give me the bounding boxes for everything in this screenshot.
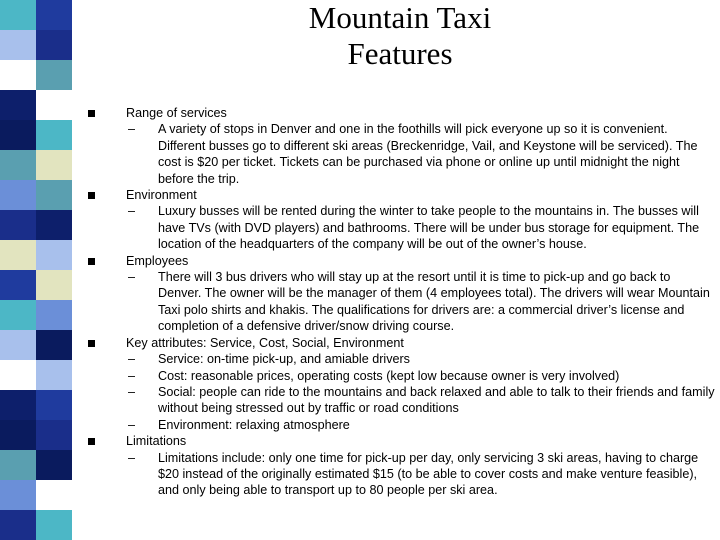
decor-tile (0, 330, 36, 360)
bullet-label: Environment (126, 188, 197, 203)
decor-tile (36, 30, 72, 60)
bullet-item (88, 253, 716, 269)
bullet-item (88, 187, 716, 203)
decor-tile (36, 450, 72, 480)
decor-tile (0, 120, 36, 150)
sub-bullet-item (88, 269, 716, 335)
decor-tile (0, 390, 36, 420)
bullet-item (88, 433, 716, 449)
sub-bullet-text: Social: people can ride to the mountains and back relaxed and able to talk to their friends and family without being stressed out by traffic or road conditions (158, 384, 715, 416)
bullet-item (88, 335, 716, 351)
sub-bullet-item (88, 417, 716, 433)
square-bullet-icon (88, 110, 95, 117)
decor-tile (0, 90, 36, 120)
dash-bullet-icon: – (128, 122, 136, 137)
sub-bullet-item (88, 351, 716, 367)
decor-tile (0, 360, 36, 390)
dash-bullet-icon: – (128, 204, 136, 219)
decor-tile (0, 0, 36, 30)
slide-title (200, 0, 600, 72)
square-bullet-icon (88, 438, 95, 445)
decor-tile (36, 90, 72, 120)
sub-bullet-text: Limitations include: only one time for pick-up per day, only servicing 3 ski areas, having to charge $20 instead of the originally estimated $15 (to be able to cover costs and make venture feasible), and only being able to transport up to 80 people per ski area. (158, 450, 699, 498)
bullet-label: Limitations (126, 434, 187, 449)
sub-bullet-text: Cost: reasonable prices, operating costs (kept low because owner is very involved) (158, 368, 620, 383)
sub-bullet-item (88, 384, 716, 417)
sub-bullet-text: Luxury busses will be rented during the winter to take people to the mountains in. The busses will have TVs (with DVD players) and bathrooms. There will be under bus storage for equipment. The location of the headquarters of the company will be out of the owner’s house. (158, 204, 700, 252)
decor-tile (36, 330, 72, 360)
decor-tile (0, 420, 36, 450)
sub-bullet-item (88, 203, 716, 252)
decorative-left-bar (0, 0, 73, 540)
slide-title-line-2: Features (347, 36, 453, 71)
bullet-label: Range of services (126, 106, 227, 120)
sub-bullet-item (88, 121, 716, 187)
slide-title-line-1: Mountain Taxi (308, 0, 492, 35)
decor-tile (36, 390, 72, 420)
decor-tile (0, 60, 36, 90)
sub-bullet-text: Environment: relaxing atmosphere (158, 417, 350, 432)
decor-tile (0, 300, 36, 330)
dash-bullet-icon: – (128, 417, 136, 432)
decor-tile (0, 450, 36, 480)
decor-tile (36, 420, 72, 450)
decor-tile (36, 270, 72, 300)
decor-tile (36, 150, 72, 180)
dash-bullet-icon: – (128, 368, 136, 383)
sub-bullet-item (88, 450, 716, 499)
decor-tile (36, 300, 72, 330)
decor-tile (36, 120, 72, 150)
decor-tile (0, 150, 36, 180)
decor-tile (0, 180, 36, 210)
sub-bullet-item (88, 368, 716, 384)
dash-bullet-icon: – (128, 270, 136, 285)
dash-bullet-icon: – (128, 450, 136, 465)
decor-tile (36, 240, 72, 270)
decor-tile (36, 360, 72, 390)
bullet-list (88, 105, 716, 499)
decor-tile (36, 60, 72, 90)
decor-tile (36, 210, 72, 240)
bullet-label: Employees (126, 253, 189, 268)
decor-tile (0, 210, 36, 240)
sub-bullet-text: A variety of stops in Denver and one in the foothills will pick everyone up so it is convenient. Different busses go to different ski areas (Breckenridge, Vail, and Keystone will be serviced). The cost is $20 per ticket. Tickets can be purchased via phone or online up until midnight the night before the trip. (158, 122, 698, 186)
dash-bullet-icon: – (128, 352, 136, 367)
decor-tile (0, 30, 36, 60)
decor-tile (0, 480, 36, 510)
decor-tile (0, 240, 36, 270)
sub-bullet-text: There will 3 bus drivers who will stay up at the resort until it is time to pick-up and go back to Denver. The owner will be the manager of them (4 employees total). The drivers will wear Mountain Taxi polo shirts and khakis. The qualifications for drivers are: a commercial driver’s license and completion of a defensive driver/snow driving course. (158, 270, 710, 334)
decor-tile (36, 510, 72, 540)
decor-tile (36, 0, 72, 30)
sub-bullet-text: Service: on-time pick-up, and amiable drivers (158, 352, 410, 367)
square-bullet-icon (88, 340, 95, 347)
decor-tile (0, 510, 36, 540)
decor-tile (36, 480, 72, 510)
decor-tile (36, 180, 72, 210)
bullet-item (88, 105, 716, 121)
decor-tile (0, 270, 36, 300)
bullet-label: Key attributes: Service, Cost, Social, Environment (126, 335, 404, 350)
square-bullet-icon (88, 192, 95, 199)
square-bullet-icon (88, 258, 95, 265)
dash-bullet-icon: – (128, 384, 136, 399)
